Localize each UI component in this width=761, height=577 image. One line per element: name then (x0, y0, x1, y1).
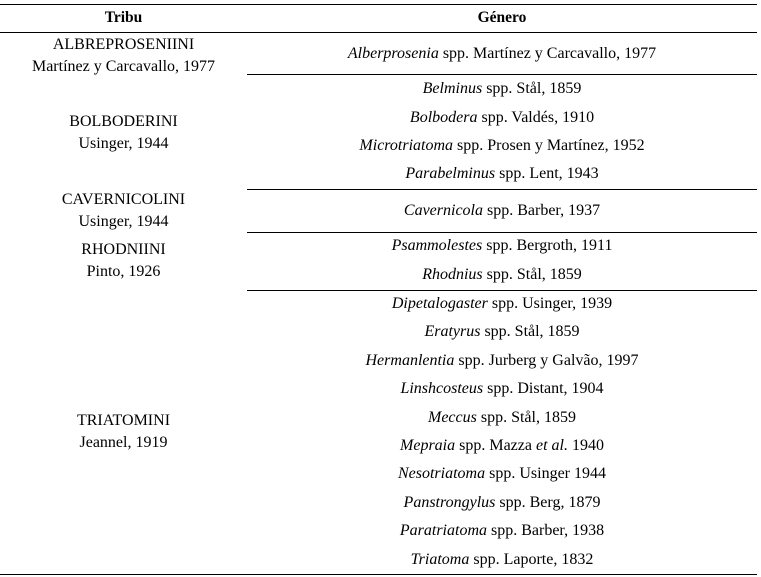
genus-name: Bolbodera (409, 109, 478, 126)
tribe-bolboderini (0, 111, 247, 154)
group-divider (247, 189, 757, 190)
genus-authority: spp. Mazza (455, 437, 536, 454)
genus-name: Linshcosteus (400, 380, 484, 397)
genus-row (247, 160, 757, 188)
genus-authority: spp. Martínez y Carcavallo, 1977 (438, 45, 657, 62)
genus-authority: spp. Stål, 1859 (476, 409, 576, 426)
tribe-name: CAVERNICOLINI (61, 191, 186, 208)
tribe-albreproseniini (0, 34, 247, 77)
genus-authority: spp. Stål, 1859 (482, 80, 582, 97)
genus-authority: spp. Usinger, 1939 (487, 295, 613, 312)
genus-row (247, 40, 757, 68)
genus-authority: spp. Valdés, 1910 (477, 109, 595, 126)
header-genero: Género (477, 9, 527, 26)
genus-row (247, 347, 757, 375)
genus-authority: spp. Stål, 1859 (482, 266, 582, 283)
genus-name: Hermanlentia (365, 352, 455, 369)
genus-authority: spp. Laporte, 1832 (469, 551, 594, 568)
tribe-author: Pinto, 1926 (86, 262, 161, 280)
table-top-rule (0, 4, 757, 5)
genus-row (247, 75, 757, 103)
genus-authority: spp. Usinger 1944 (485, 465, 606, 482)
genus-authority: spp. Distant, 1904 (483, 380, 604, 397)
genus-name: Paratriatoma (399, 522, 487, 539)
genus-name: Meccus (428, 409, 477, 426)
tribe-name: ALBREPROSENIINI (52, 36, 195, 53)
genus-name: Panstrongylus (403, 494, 496, 511)
genus-row (247, 517, 757, 545)
genus-authority: spp. Bergroth, 1911 (482, 237, 613, 254)
genus-row (247, 132, 757, 160)
et-al: et al. (535, 437, 568, 454)
genus-authority: spp. Jurberg y Galvão, 1997 (454, 352, 639, 369)
genus-authority: spp. Barber, 1938 (487, 522, 605, 539)
tribe-author: Jeannel, 1919 (79, 433, 168, 451)
genus-row (247, 546, 757, 574)
genus-row (247, 460, 757, 488)
genus-name: Triatoma (410, 551, 470, 568)
tribe-triatomini (0, 410, 247, 453)
genus-name: Alberprosenia (347, 45, 439, 62)
tribe-author: Martínez y Carcavallo, 1977 (31, 57, 216, 75)
tribe-name: TRIATOMINI (76, 412, 171, 429)
header-bottom-rule (0, 32, 757, 33)
genus-row (247, 489, 757, 517)
genus-row (247, 104, 757, 132)
genus-name: Dipetalogaster (391, 295, 488, 312)
tribe-name: RHODNIINI (81, 241, 166, 258)
genus-name: Mepraia (400, 437, 456, 454)
tribe-name: BOLBODERINI (69, 113, 178, 130)
table-bottom-rule (0, 574, 757, 575)
genus-row (247, 318, 757, 346)
tribe-author: Usinger, 1944 (78, 212, 169, 230)
genus-row (247, 432, 757, 460)
genus-row (247, 232, 757, 260)
genus-name: Psammolestes (391, 237, 483, 254)
genus-year: 1940 (567, 437, 604, 454)
genus-authority: spp. Berg, 1879 (495, 494, 601, 511)
header-tribu: Tribu (104, 9, 143, 26)
genus-name: Nesotriatoma (397, 465, 486, 482)
tribe-author: Usinger, 1944 (78, 134, 169, 152)
genus-authority: spp. Barber, 1937 (482, 202, 601, 219)
genus-row (247, 261, 757, 289)
tribe-cavernicolini (0, 189, 247, 232)
genus-authority: spp. Stål, 1859 (480, 323, 580, 340)
tribe-rhodniini (0, 239, 247, 282)
genus-row (247, 290, 757, 318)
genus-row (247, 375, 757, 403)
genus-name: Microtriatoma (359, 137, 454, 154)
genus-name: Belminus (422, 80, 483, 97)
genus-name: Cavernicola (403, 202, 483, 219)
genus-row (247, 404, 757, 432)
genus-row (247, 197, 757, 225)
genus-name: Eratyrus (424, 323, 481, 340)
genus-authority: spp. Prosen y Martínez, 1952 (453, 137, 645, 154)
genus-authority: spp. Lent, 1943 (495, 165, 599, 182)
genus-name: Rhodnius (422, 266, 483, 283)
genus-name: Parabelminus (405, 165, 496, 182)
